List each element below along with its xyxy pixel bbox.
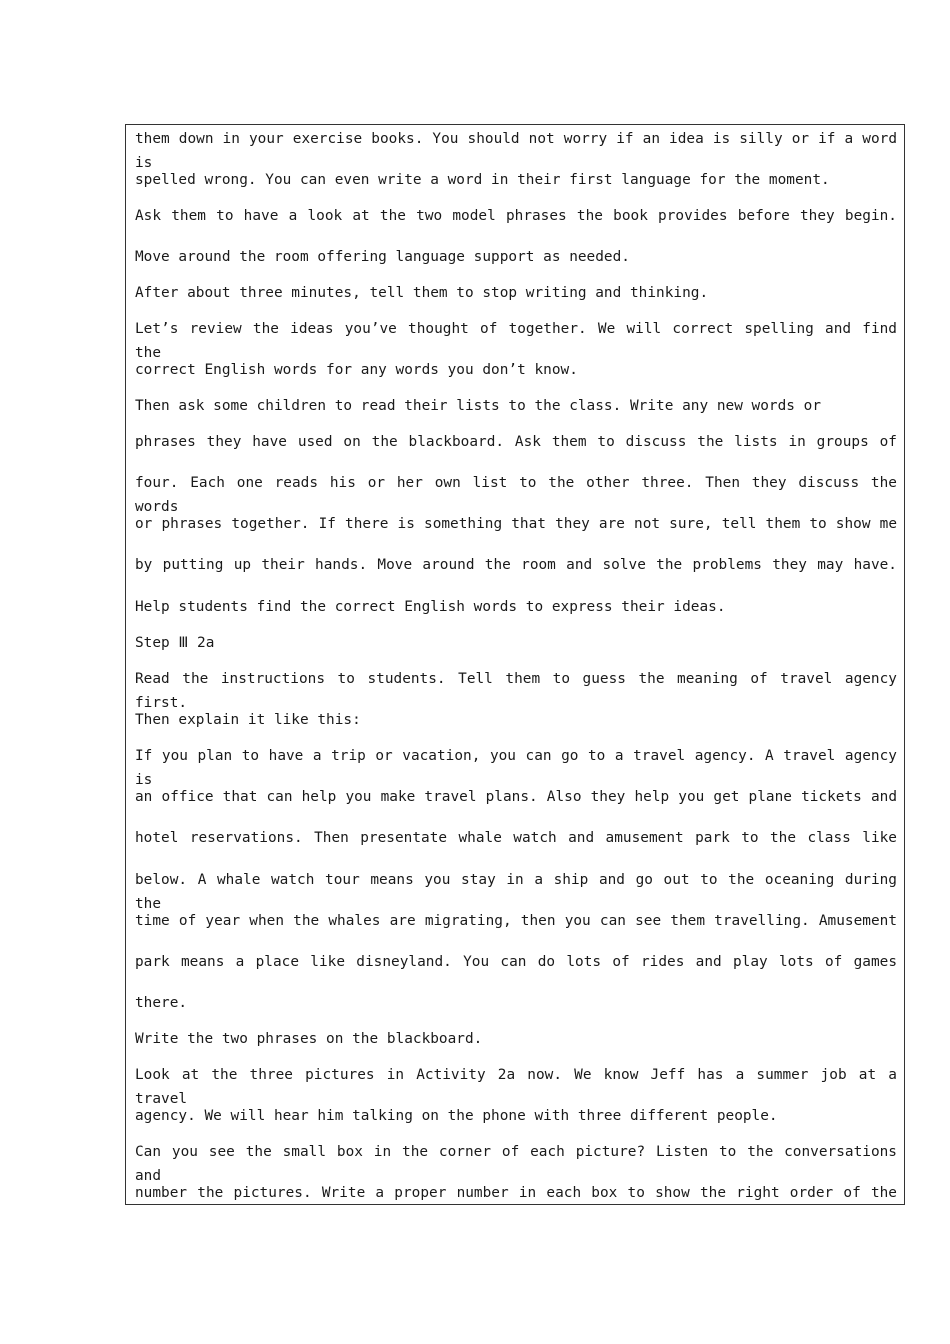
text-line: Write the two phrases on the blackboard.	[135, 1031, 483, 1047]
text-line: Read the instructions to students. Tell them to guess the meaning of travel agency first.	[135, 671, 897, 711]
text-line: an office that can help you make travel plans. Also they help you get plane tickets and	[135, 789, 897, 805]
text-line: Then ask some children to read their lists to the class. Write any new words or	[135, 398, 822, 414]
text-line: Ask them to have a look at the two model phrases the book provides before they begin.	[135, 208, 897, 224]
text-line: Then explain it like this:	[135, 712, 361, 728]
text-line: spelled wrong. You can even write a word in their first language for the moment.	[135, 172, 830, 188]
text-line: time of year when the whales are migrating, then you can see them travelling. Amusement	[135, 913, 897, 929]
text-line: four. Each one reads his or her own list to the other three. Then they discuss the words	[135, 475, 897, 515]
text-line: If you plan to have a trip or vacation, you can go to a travel agency. A travel agency is	[135, 748, 897, 788]
text-line: Move around the room offering language support as needed.	[135, 249, 630, 265]
text-line: correct English words for any words you don’t know.	[135, 362, 578, 378]
text-line: by putting up their hands. Move around the room and solve the problems they may have.	[135, 557, 897, 573]
step-heading: Step Ⅲ 2a	[135, 635, 215, 651]
text-line: Can you see the small box in the corner of each picture? Listen to the conversations and	[135, 1144, 897, 1184]
text-line: hotel reservations. Then presentate whale watch and amusement park to the class like	[135, 830, 897, 846]
text-line: agency. We will hear him talking on the phone with three different people.	[135, 1108, 778, 1124]
text-line: there.	[135, 995, 188, 1011]
text-line: them down in your exercise books. You should not worry if an idea is silly or if a word is	[135, 131, 897, 171]
text-line: After about three minutes, tell them to stop writing and thinking.	[135, 285, 709, 301]
text-line: number the pictures. Write a proper number in each box to show the right order of the	[135, 1185, 897, 1201]
lesson-text-box	[125, 124, 905, 1205]
text-line: below. A whale watch tour means you stay in a ship and go out to the oceaning during the	[135, 872, 897, 912]
text-line: park means a place like disneyland. You can do lots of rides and play lots of games	[135, 954, 897, 970]
text-line: Let’s review the ideas you’ve thought of together. We will correct spelling and find the	[135, 321, 897, 361]
text-line: Help students find the correct English words to express their ideas.	[135, 599, 726, 615]
text-line: Look at the three pictures in Activity 2a now. We know Jeff has a summer job at a travel	[135, 1067, 897, 1107]
text-line: phrases they have used on the blackboard. Ask them to discuss the lists in groups of	[135, 434, 897, 450]
text-line: or phrases together. If there is something that they are not sure, tell them to show me	[135, 516, 897, 532]
